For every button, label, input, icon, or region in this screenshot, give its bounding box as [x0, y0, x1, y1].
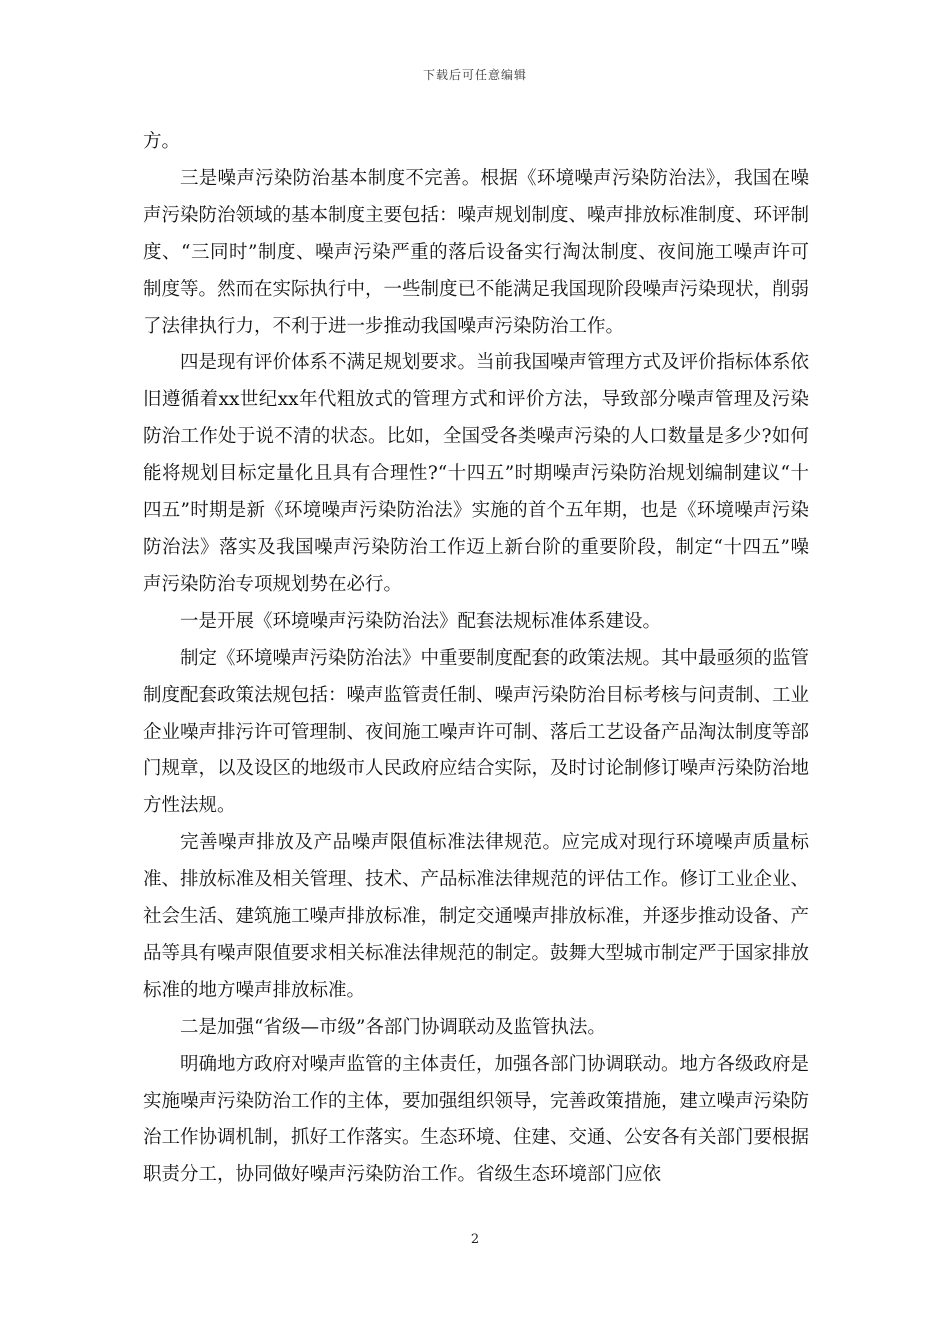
paragraph-6: 完善噪声排放及产品噪声限值标准法律规范。应完成对现行环境噪声质量标准、排放标准及相关管理、技术、产品标准法律规范的评估工作。修订工业企业、社会生活、建筑施工噪声排放标准，制定交通噪声排放标准，并逐步推动设备、产品等具有噪声限值要求相关标准法律规范的制定。鼓舞大型城市制定严于国家排放标准的地方噪声排放标准。 — [143, 832, 810, 1001]
paragraph-4: 一是开展《环境噪声污染防治法》配套法规标准体系建设。 — [180, 610, 662, 632]
page-header: 下载后可任意编辑 — [422, 68, 527, 82]
document-body — [143, 124, 809, 1194]
paragraph-8: 明确地方政府对噪声监管的主体责任，加强各部门协调联动。地方各级政府是实施噪声污染防治工作的主体，要加强组织领导，完善政策措施，建立噪声污染防治工作协调机制，抓好工作落实。生态环境、住建、交通、公安各有关部门要根据职责分工，协同做好噪声污染防治工作。省级生态环境部门应依 — [143, 1053, 810, 1186]
page-number: 2 — [470, 1232, 480, 1247]
paragraph-3: 四是现有评价体系不满足规划要求。当前我国噪声管理方式及评价指标体系依旧遵循着xx世纪xx年代粗放式的管理方式和评价方法，导致部分噪声管理及污染防治工作处于说不清的状态。比如，全国受各类噪声污染的人口数量是多少?如何能将规划目标定量化且具有合理性?“十四五”时期噪声污染防治规划编制建议“十四五”时期是新《环境噪声污染防治法》实施的首个五年期，也是《环境噪声污染防治法》落实及我国噪声污染防治工作迈上新台阶的重要阶段，制定“十四五”噪声污染防治专项规划势在必行。 — [143, 352, 810, 595]
paragraph-5: 制定《环境噪声污染防治法》中重要制度配套的政策法规。其中最亟须的监管制度配套政策法规包括：噪声监管责任制、噪声污染防治目标考核与问责制、工业企业噪声排污许可管理制、夜间施工噪声许可制、落后工艺设备产品淘汰制度等部门规章，以及设区的地级市人民政府应结合实际，及时讨论制修订噪声污染防治地方性法规。 — [143, 647, 810, 817]
paragraph-2: 三是噪声污染防治基本制度不完善。根据《环境噪声污染防治法》，我国在噪声污染防治领域的基本制度主要包括：噪声规划制度、噪声排放标准制度、环评制度、“三同时”制度、噪声污染严重的落后设备实行淘汰制度、夜间施工噪声许可制度等。然而在实际执行中，一些制度已不能满足我国现阶段噪声污染现状，削弱了法律执行力，不利于进一步推动我国噪声污染防治工作。 — [143, 167, 810, 337]
paragraph-7: 二是加强“省级—市级”各部门协调联动及监管执法。 — [180, 1016, 606, 1038]
paragraph-1: 方。 — [143, 131, 181, 152]
